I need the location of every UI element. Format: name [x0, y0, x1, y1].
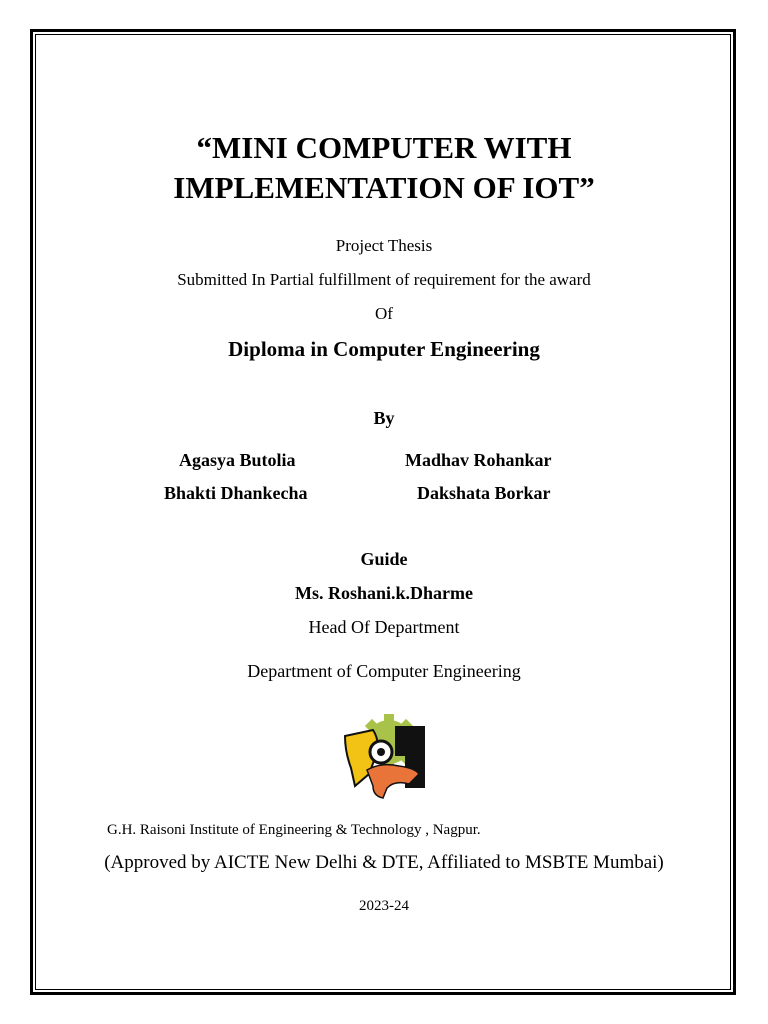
author-name: Bhakti Dhankecha — [164, 483, 308, 503]
academic-year: 2023-24 — [359, 898, 409, 914]
of-label: Of — [375, 304, 393, 323]
thesis-title-line-1: “MINI COMPUTER WITH — [196, 130, 572, 165]
author-name: Dakshata Borkar — [417, 483, 551, 503]
guide-name: Ms. Roshani.k.Dharme — [294, 583, 473, 603]
thesis-title — [0, 128, 768, 208]
by-label: By — [373, 408, 395, 428]
department-name: Department of Computer Engineering — [247, 661, 521, 681]
gear-logo-icon — [343, 712, 427, 800]
institute-name: G.H. Raisoni Institute of Engineering & Technology , Nagpur. — [107, 822, 481, 838]
submission-statement: Submitted In Partial fulfillment of requirement for the award — [177, 270, 591, 289]
project-thesis-label: Project Thesis — [335, 236, 433, 255]
thesis-title-line-2: IMPLEMENTATION OF IOT” — [173, 170, 595, 205]
diploma-name: Diploma in Computer Engineering — [228, 337, 540, 361]
approval-statement: (Approved by AICTE New Delhi & DTE, Affiliated to MSBTE Mumbai) — [104, 852, 664, 873]
author-name: Agasya Butolia — [179, 450, 296, 470]
guide-label: Guide — [360, 549, 408, 569]
guide-role: Head Of Department — [308, 617, 460, 637]
author-name: Madhav Rohankar — [405, 450, 552, 470]
